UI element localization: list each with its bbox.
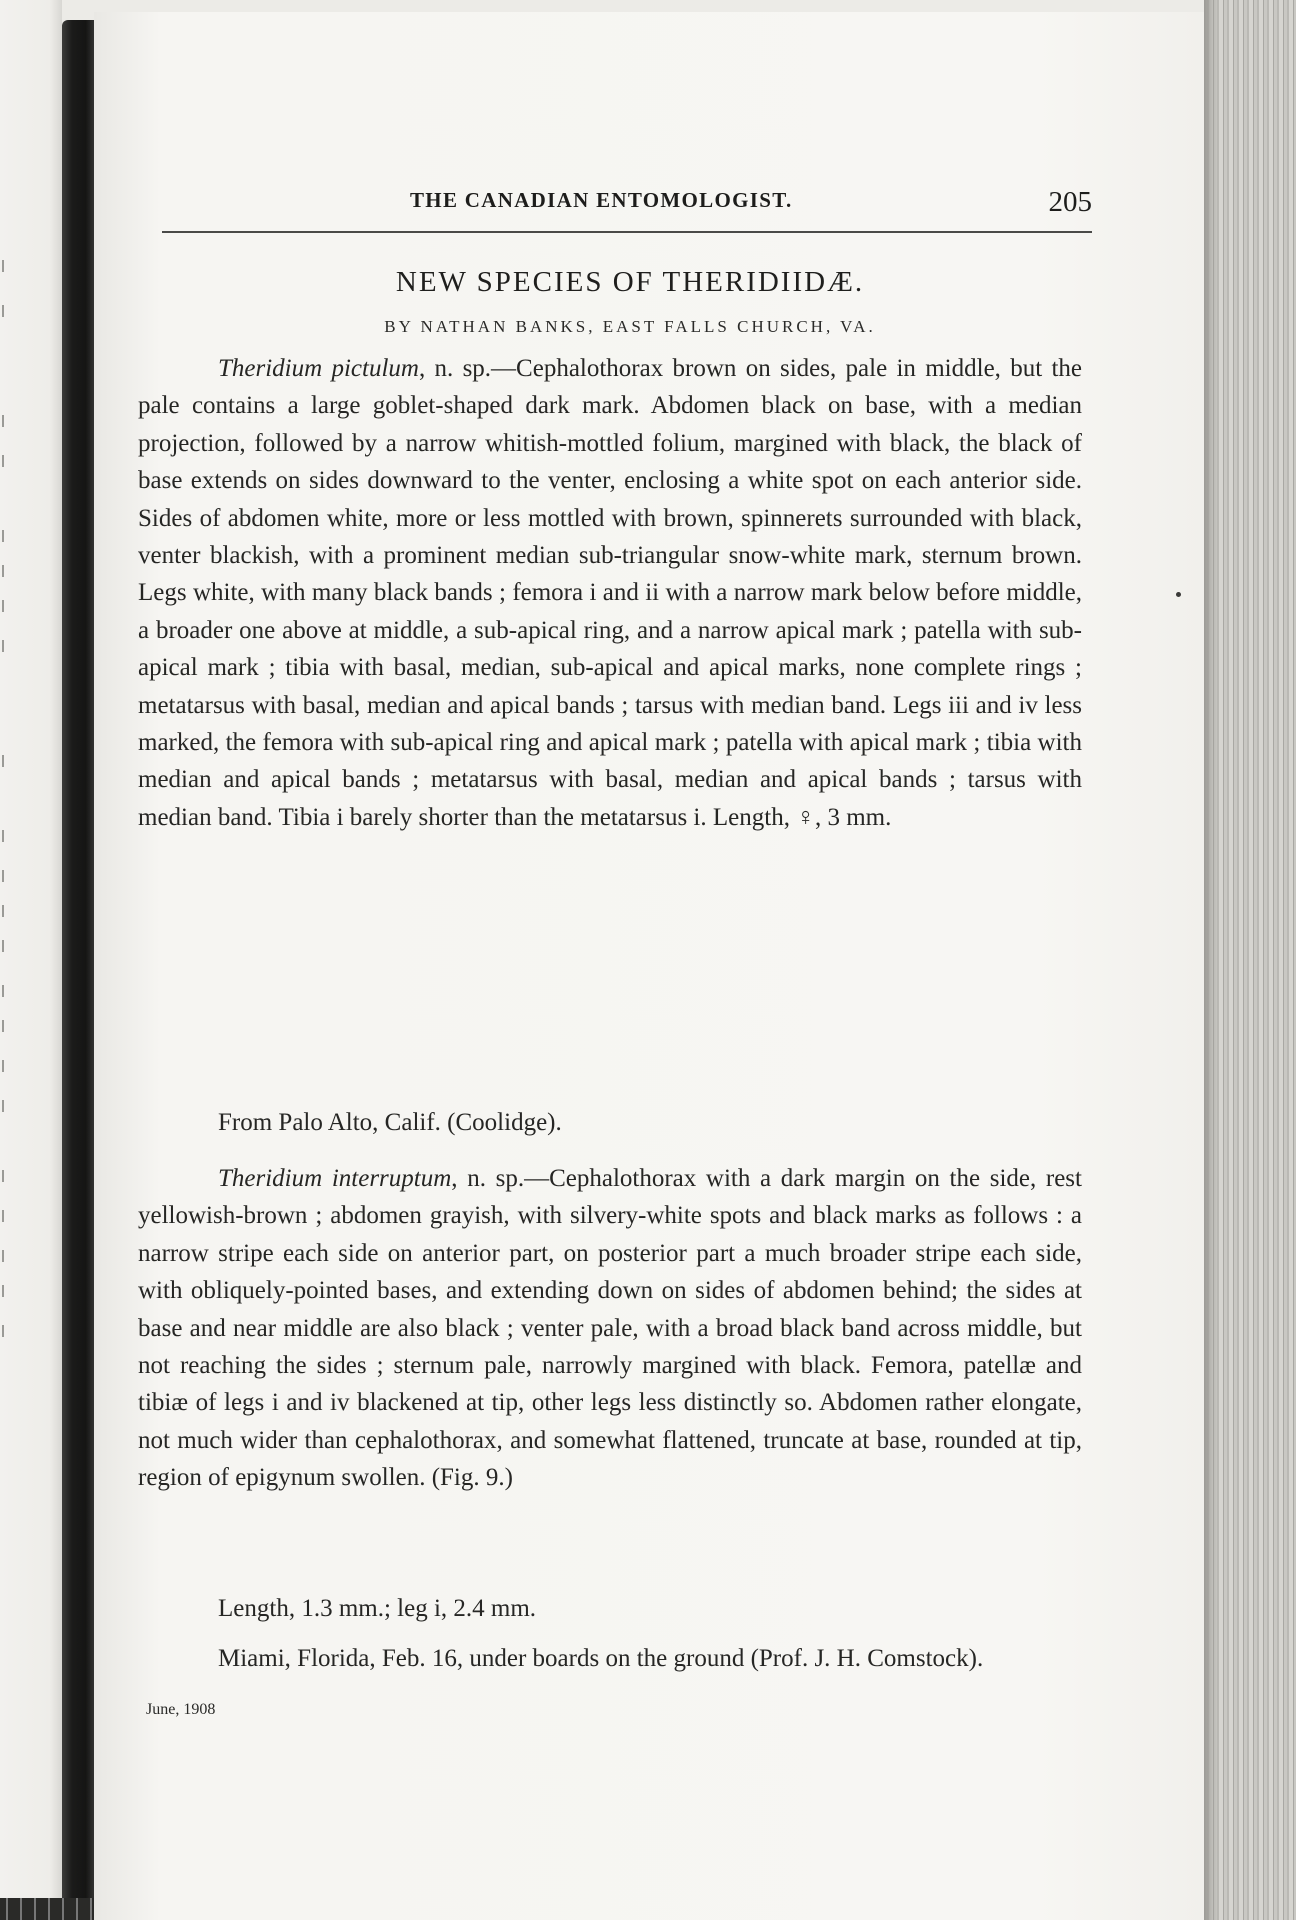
paragraph-theridium-pictulum <box>138 350 1082 836</box>
footer-issue-date: June, 1908 <box>146 1701 216 1718</box>
paragraph-theridium-interruptum <box>138 1160 1082 1497</box>
page-edge-shadow <box>1204 0 1218 1920</box>
header-rule <box>162 231 1092 233</box>
species-description: , n. sp.—Cephalothorax with a dark margin on the side, rest yellowish-brown ; abdomen grayish, with silvery-white spots and black marks as follows : a narrow stripe each side on anterior part, on posterior part a much broader stripe each side, with obliquely-pointed bases, and extending down on sides of abdomen behind; the sides at base and near middle are also black ; venter pale, with a broad black band across middle, but not reaching the sides ; sternum pale, narrowly margined with black. Femora, patellæ and tibiæ of legs i and iv blackened at tip, other legs less distinctly so. Abdomen rather elongate, not much wider than cephalothorax, and somewhat flattened, truncate at base, rounded at tip, region of epigynum swollen. (Fig. 9.) <box>138 1165 1082 1492</box>
paragraph-locality-miami: Miami, Florida, Feb. 16, under boards on the ground (Prof. J. H. Comstock). <box>218 1645 984 1672</box>
species-name: Theridium interruptum <box>218 1165 452 1192</box>
paragraph-locality-palo-alto: From Palo Alto, Calif. (Coolidge). <box>218 1109 562 1136</box>
book-gutter-shadow <box>62 20 96 1920</box>
page-number: 205 <box>1048 186 1092 218</box>
running-head-journal-title: THE CANADIAN ENTOMOLOGIST. <box>410 188 793 212</box>
scan-speck <box>1176 592 1181 597</box>
article-title: NEW SPECIES OF THERIDIIDÆ. <box>395 266 865 298</box>
previous-page-text-fragments <box>0 0 20 1920</box>
paragraph-measurements: Length, 1.3 mm.; leg i, 2.4 mm. <box>218 1595 537 1622</box>
species-name: Theridium pictulum <box>218 355 419 382</box>
previous-page-edge <box>0 0 62 1920</box>
species-description: , n. sp.—Cephalothorax brown on sides, pale in middle, but the pale contains a large goblet-shaped dark mark. Abdomen black on base, with a median projection, followed by a narrow whitish-mottled folium, margined with black, the black of base extends on sides downward to the venter, enclosing a white spot on each anterior side. Sides of abdomen white, more or less mottled with brown, spinnerets surrounded with black, venter blackish, with a prominent median sub-triangular snow-white mark, sternum brown. Legs white, with many black bands ; femora i and ii with a narrow mark below before middle, a broader one above at middle, a sub-apical ring, and a narrow apical mark ; patella with sub-apical mark ; tibia with basal, median, sub-apical and apical marks, none complete rings ; metatarsus with basal, median and apical bands ; tarsus with median band. Legs iii and iv less marked, the femora with sub-apical ring and apical mark ; patella with apical mark ; tibia with median and apical bands ; metatarsus with basal, median and apical bands ; tarsus with median band. Tibia i barely shorter than the metatarsus i. Length, ♀, 3 mm. <box>138 355 1082 831</box>
article-byline: BY NATHAN BANKS, EAST FALLS CHURCH, VA. <box>384 317 876 336</box>
book-page-edges <box>1204 0 1296 1920</box>
